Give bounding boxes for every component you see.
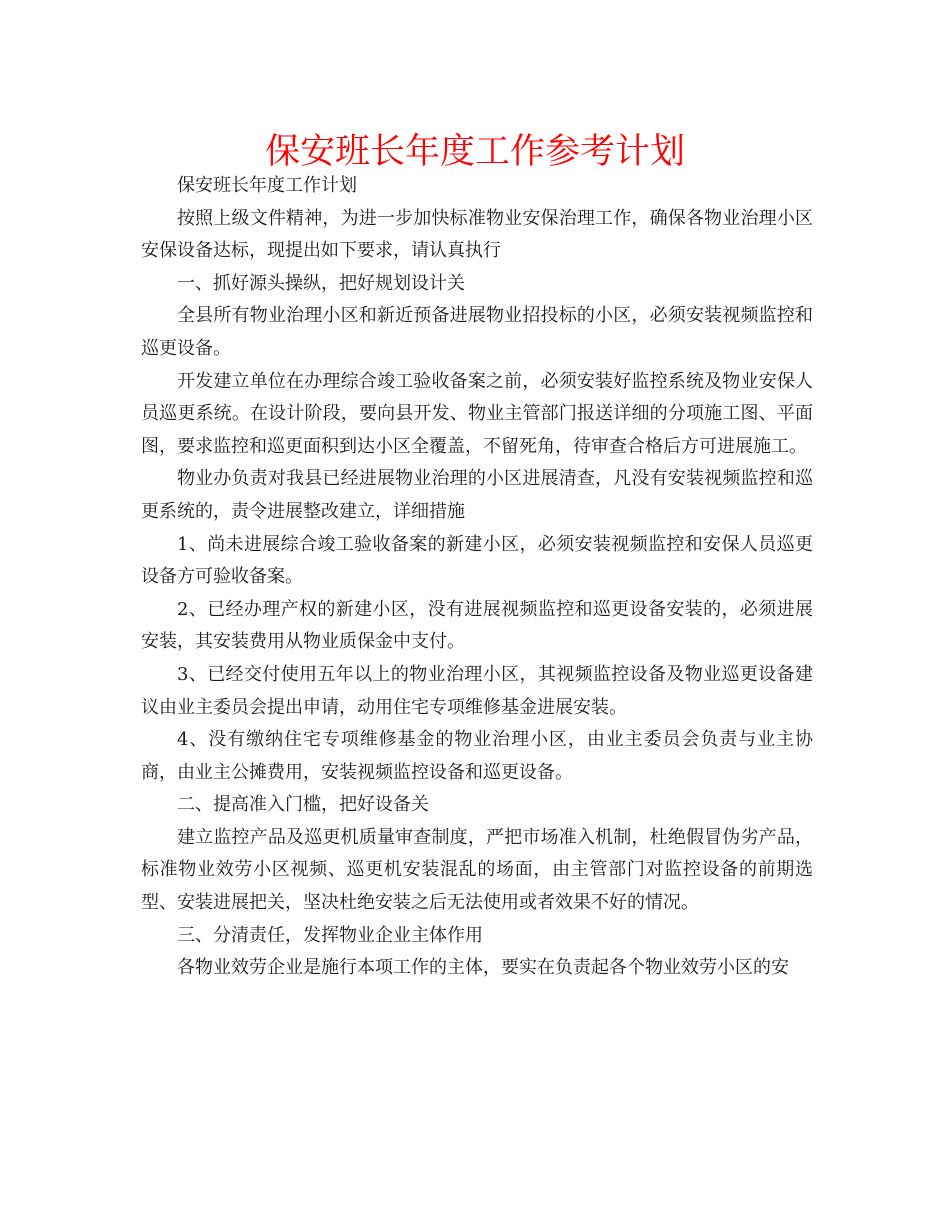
paragraph: 开发建立单位在办理综合竣工验收备案之前，必须安装好监控系统及物业安保人员巡更系统。在设计阶段，要向县开发、物业主管部门报送详细的分项施工图、平面图，要求监控和巡更面积到达小区全覆盖，不留死角，待审查合格后方可进展施工。	[141, 370, 813, 457]
section-heading-2: 二、提高准入门槛，把好设备关	[177, 794, 429, 816]
list-item: 1、尚未进展综合竣工验收备案的新建小区，必须安装视频监控和安保人员巡更设备方可验收备案。	[141, 533, 813, 588]
list-item: 4、没有缴纳住宅专项维修基金的物业治理小区，由业主委员会负责与业主协商，由业主公摊费用，安装视频监控设备和巡更设备。	[141, 729, 813, 783]
document-body	[141, 170, 813, 985]
document-title: 保安班长年度工作参考计划	[264, 132, 685, 172]
paragraph-intro: 按照上级文件精神，为进一步加快标准物业安保治理工作，确保各物业治理小区安保设备达标，现提出如下要求，请认真执行	[141, 207, 813, 262]
paragraph: 建立监控产品及巡更机质量审查制度，严把市场准入机制，杜绝假冒伪劣产品，标准物业效劳小区视频、巡更机安装混乱的场面，由主管部门对监控设备的前期选型、安装进展把关，坚决杜绝安装之后无法使用或者效果不好的情况。	[141, 826, 813, 914]
section-heading-3: 三、分清责任，发挥物业企业主体作用	[177, 924, 483, 946]
paragraph: 各物业效劳企业是施行本项工作的主体，要实在负责起各个物业效劳小区的安	[177, 957, 789, 979]
paragraph-subtitle: 保安班长年度工作计划	[177, 175, 357, 196]
section-heading-1: 一、抓好源头操纵，把好规划设计关	[177, 272, 465, 294]
paragraph: 全县所有物业治理小区和新近预备进展物业招投标的小区，必须安装视频监控和巡更设备。	[141, 305, 813, 359]
paragraph: 物业办负责对我县已经进展物业治理的小区进展清查，凡没有安装视频监控和巡更系统的，责令进展整改建立，详细措施	[141, 468, 813, 522]
list-item: 3、已经交付使用五年以上的物业治理小区，其视频监控设备及物业巡更设备建议由业主委员会提出申请，动用住宅专项维修基金进展安装。	[141, 663, 813, 718]
list-item: 2、已经办理产权的新建小区，没有进展视频监控和巡更设备安装的，必须进展安装，其安装费用从物业质保金中支付。	[141, 598, 813, 653]
